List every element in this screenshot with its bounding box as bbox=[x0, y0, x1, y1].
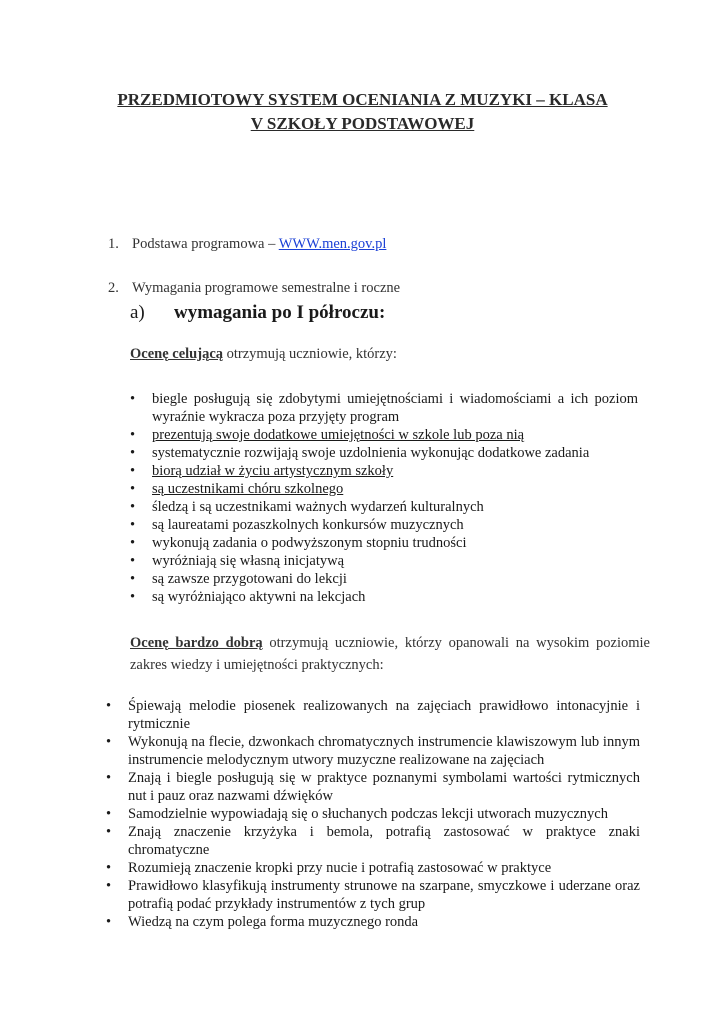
bardzo-dobra-rest: otrzymują uczniowie, którzy opanowali na wysokim poziomie zakres wiedzy i umiejętności praktycznych: bbox=[130, 635, 650, 673]
list-item: • Wiedzą na czym polega forma muzycznego ronda bbox=[106, 914, 419, 930]
title-line-2: V SZKOŁY PODSTAWOWEJ bbox=[250, 114, 475, 133]
list-item: • Samodzielnie wypowiadają się o słuchanych podczas lekcji utworach muzycznych bbox=[106, 806, 608, 822]
bullet-icon: • bbox=[106, 698, 112, 714]
bardzo-dobra-list bbox=[106, 697, 640, 931]
list-item: • Prawidłowo klasyfikują instrumenty strunowe na szarpane, smyczkowe i uderzane oraz potrafią podać przykłady instrumentów z tych grup bbox=[106, 878, 640, 912]
list-item: • biorą udział w życiu artystycznym szkoły bbox=[130, 463, 394, 479]
list-item: • Wykonują na flecie, dzwonkach chromatycznych instrumencie klawiszowym lub innym instrumencie melodycznym utwory muzyczne realizowane na zajęciach bbox=[106, 734, 640, 768]
list-item: • Śpiewają melodie piosenek realizowanych na zajęciach prawidłowo intonacyjnie i rytmicznie bbox=[106, 698, 640, 732]
list-item: • są zawsze przygotowani do lekcji bbox=[130, 571, 347, 587]
item-number: 2. bbox=[108, 280, 119, 296]
bullet-icon: • bbox=[106, 824, 112, 840]
list-item: • wykonują zadania o podwyższonym stopniu trudności bbox=[130, 535, 467, 551]
men-gov-link[interactable]: WWW.men.gov.pl bbox=[278, 236, 387, 252]
bullet-icon: • bbox=[130, 391, 136, 407]
celujaca-label: Ocenę celującą bbox=[130, 346, 224, 362]
bullet-icon: • bbox=[106, 734, 112, 750]
celujaca-intro bbox=[130, 346, 397, 363]
list-item: • systematycznie rozwijają swoje uzdolnienia wykonując dodatkowe zadania bbox=[130, 445, 590, 461]
bullet-icon: • bbox=[130, 499, 136, 515]
item-text: Podstawa programowa – bbox=[132, 236, 279, 252]
bullet-icon: • bbox=[106, 914, 112, 930]
bullet-icon: • bbox=[130, 553, 136, 569]
item-text: Wymagania programowe semestralne i roczne bbox=[132, 280, 401, 296]
title-line-1: PRZEDMIOTOWY SYSTEM OCENIANIA Z MUZYKI – KLASA bbox=[117, 90, 608, 109]
list-item: • Rozumieją znaczenie kropki przy nucie i potrafią zastosować w praktyce bbox=[106, 860, 552, 876]
list-item: • Znają i biegle posługują się w praktyce poznanymi symbolami wartości rytmicznych nut i pauz oraz nazwami dźwięków bbox=[106, 770, 640, 804]
bullet-icon: • bbox=[130, 481, 136, 497]
item-number: 1. bbox=[108, 236, 119, 252]
bullet-icon: • bbox=[130, 571, 136, 587]
bardzo-dobra-label: Ocenę bardzo dobrą bbox=[130, 635, 263, 651]
bullet-icon: • bbox=[130, 427, 136, 443]
bullet-icon: • bbox=[106, 806, 112, 822]
bardzo-dobra-intro bbox=[130, 632, 650, 676]
subheading-text: wymagania po I półroczu: bbox=[174, 302, 386, 323]
bullet-icon: • bbox=[130, 517, 136, 533]
list-item: • są laureatami pozaszkolnych konkursów muzycznych bbox=[130, 517, 464, 533]
list-item: • biegle posługują się zdobytymi umiejętnościami i wiadomościami a ich poziom wyraźnie wykracza poza przyjęty program bbox=[130, 391, 638, 425]
list-item: • prezentują swoje dodatkowe umiejętności w szkole lub poza nią bbox=[130, 427, 525, 443]
list-item: • są wyróżniająco aktywni na lekcjach bbox=[130, 589, 366, 605]
document-title bbox=[100, 88, 625, 136]
subheading-letter: a) bbox=[130, 302, 145, 323]
subheading bbox=[130, 302, 385, 324]
celujaca-list bbox=[130, 390, 638, 606]
bullet-icon: • bbox=[130, 589, 136, 605]
celujaca-rest: otrzymują uczniowie, którzy: bbox=[223, 346, 397, 362]
bullet-icon: • bbox=[106, 770, 112, 786]
bullet-icon: • bbox=[106, 878, 112, 894]
bullet-icon: • bbox=[130, 463, 136, 479]
bullet-icon: • bbox=[106, 860, 112, 876]
list-item: • Znają znaczenie krzyżyka i bemola, potrafią zastosować w praktyce znaki chromatyczne bbox=[106, 824, 640, 858]
list-item: • wyróżniają się własną inicjatywą bbox=[130, 553, 345, 569]
bullet-icon: • bbox=[130, 445, 136, 461]
list-item: • śledzą i są uczestnikami ważnych wydarzeń kulturalnych bbox=[130, 499, 484, 515]
numbered-item-1 bbox=[108, 236, 386, 253]
list-item: • są uczestnikami chóru szkolnego bbox=[130, 481, 344, 497]
numbered-item-2 bbox=[108, 280, 400, 297]
bullet-icon: • bbox=[130, 535, 136, 551]
